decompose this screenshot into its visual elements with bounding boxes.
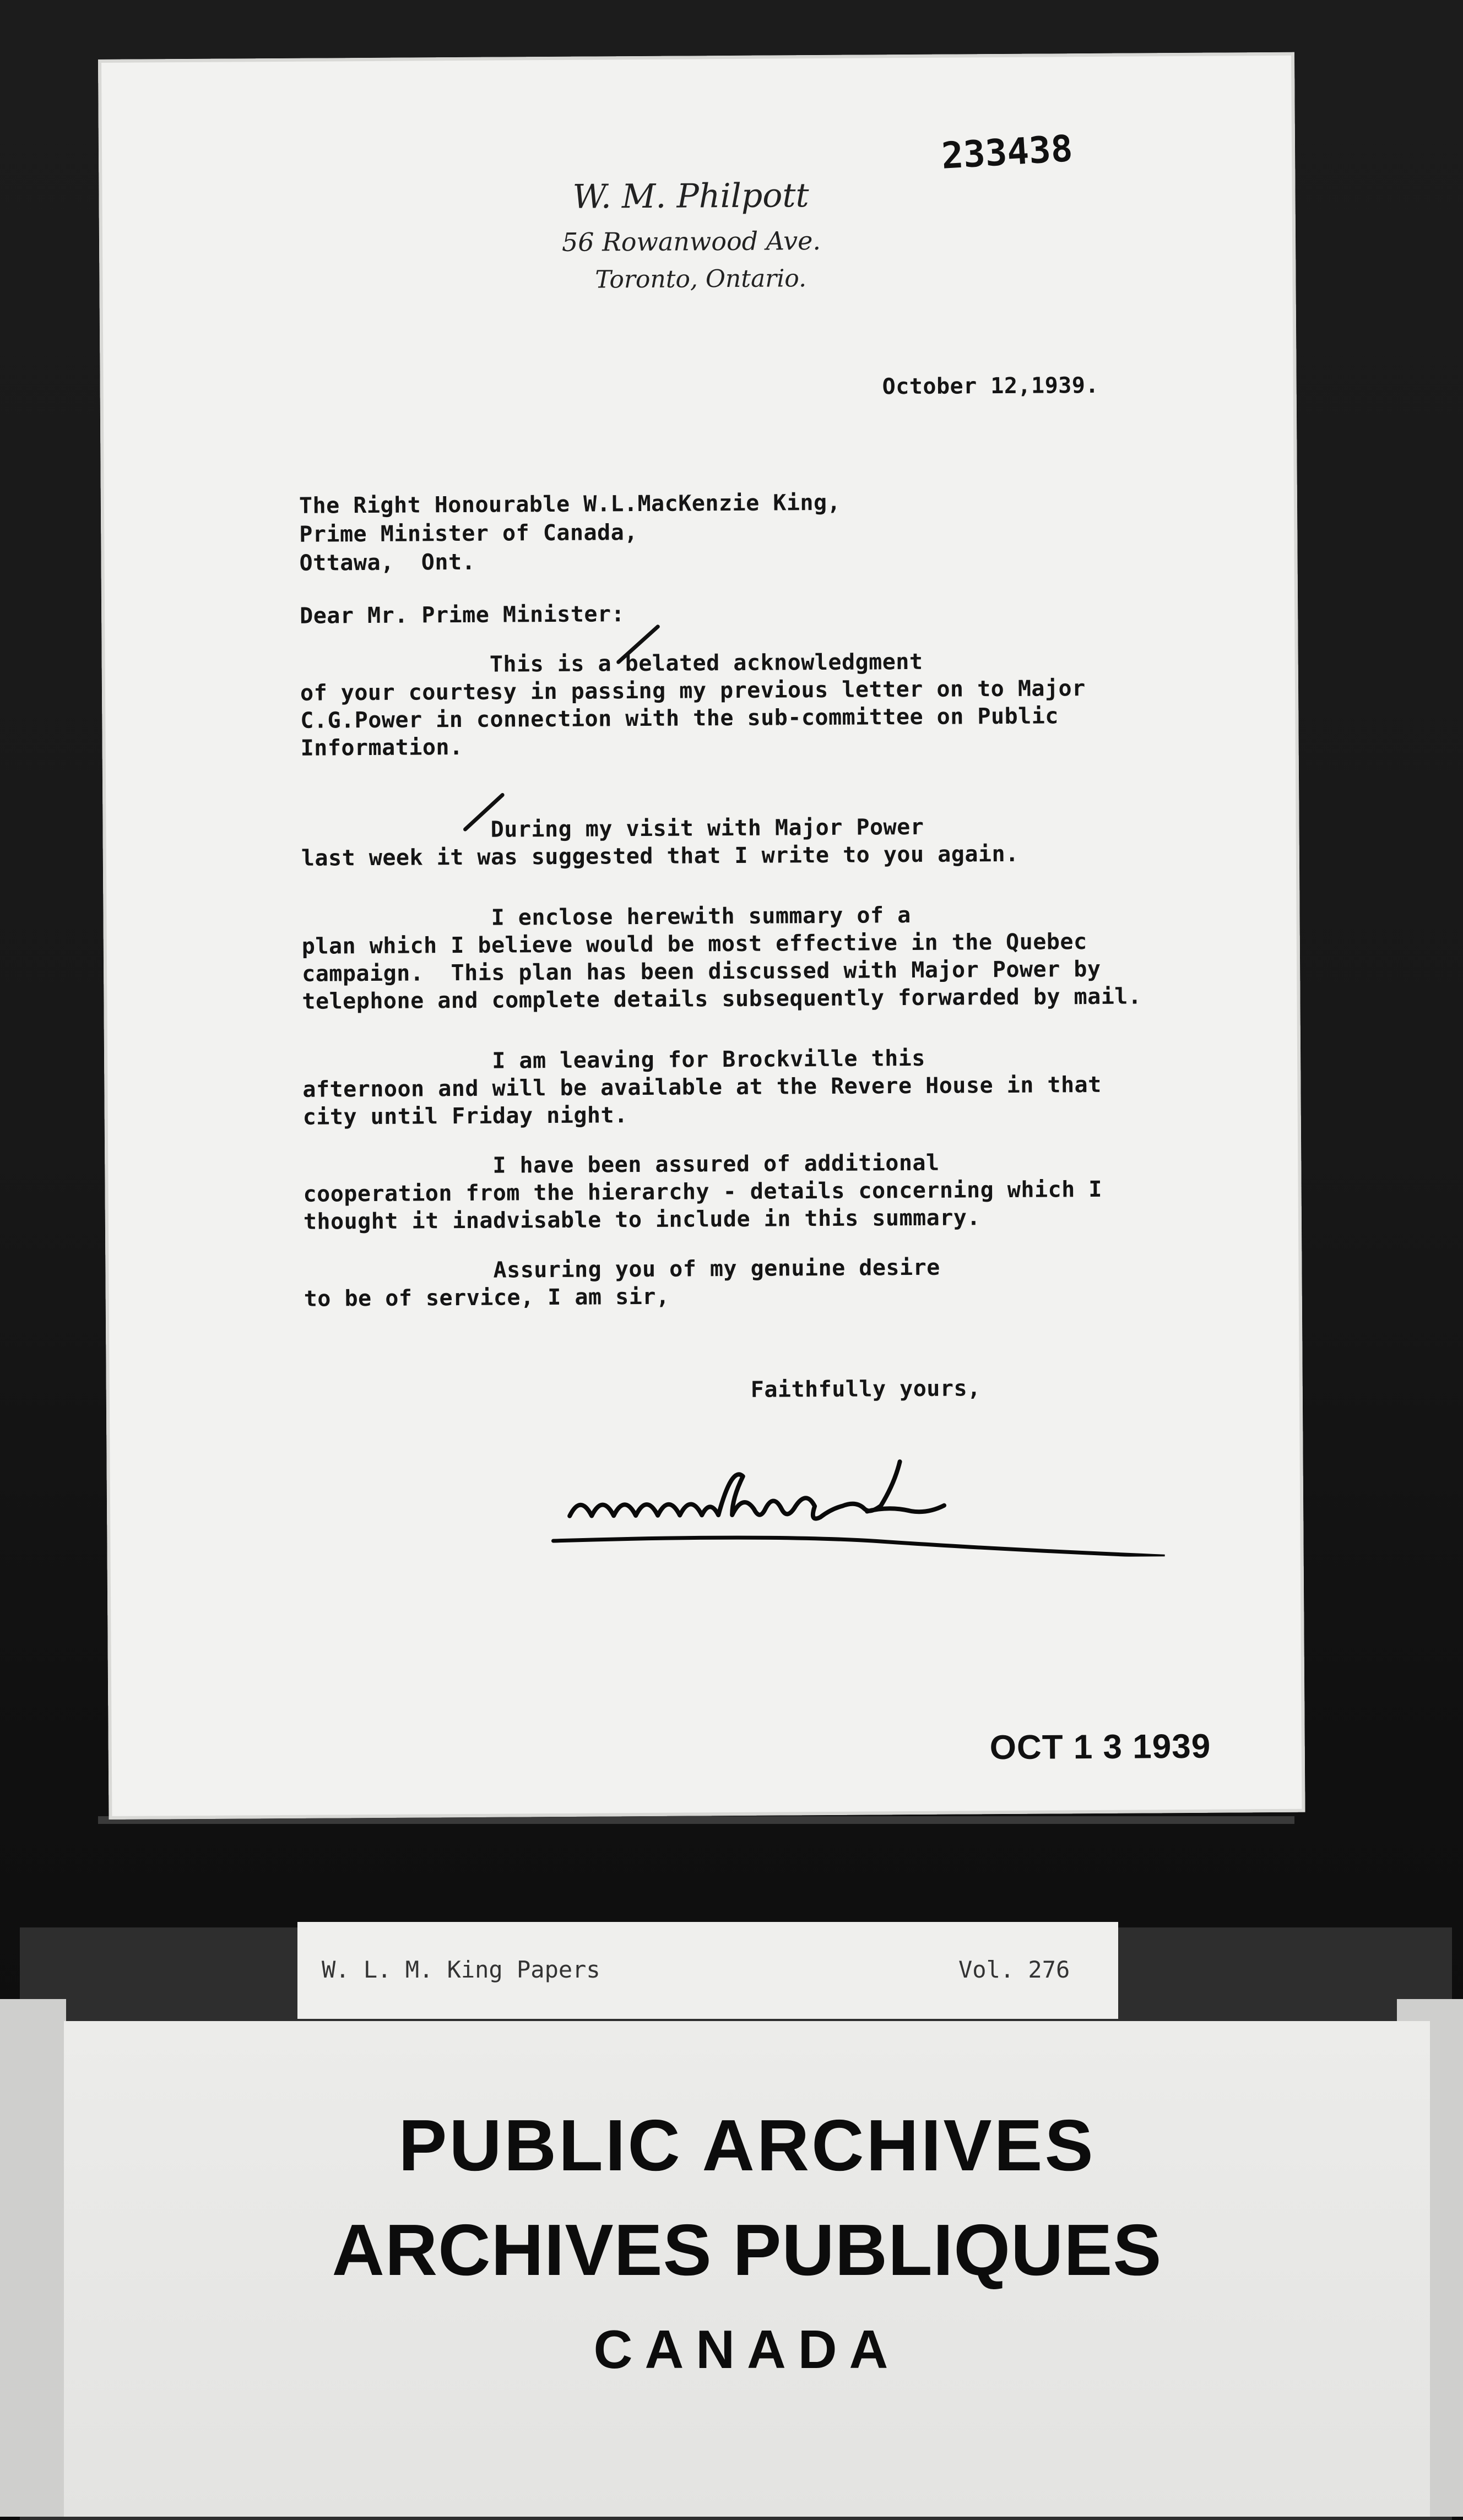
recipient-line: Ottawa, Ont. — [299, 549, 476, 576]
recipient-line: The Right Honourable W.L.MacKenzie King, — [299, 490, 841, 519]
body-line: thought it inadvisable to include in this summary. — [303, 1205, 981, 1235]
paragraph — [302, 1045, 1102, 1132]
body-line: This is a belated acknowledgment — [300, 649, 923, 678]
body-line: C.G.Power in connection with the sub-committee on Public — [300, 703, 1059, 734]
body-line: I am leaving for Brockville this — [302, 1045, 926, 1075]
body-line: plan which I believe would be most effective in the Quebec — [301, 929, 1087, 959]
letterhead-address: 56 Rowanwood Ave. — [561, 225, 821, 257]
body-line: During my visit with Major Power — [301, 814, 924, 844]
body-line: city until Friday night. — [302, 1102, 628, 1130]
body-line: Assuring you of my genuine desire — [304, 1254, 940, 1284]
paragraph — [301, 901, 1141, 1016]
archives-title-en: PUBLIC ARCHIVES — [398, 2105, 1096, 2186]
body-line: I enclose herewith summary of a — [301, 903, 911, 932]
collection-name: W. L. M. King Papers — [322, 1956, 600, 1983]
body-line: telephone and complete details subsequently forwarded by mail. — [302, 984, 1142, 1014]
received-date-stamp: OCT 1 3 1939 — [989, 1727, 1211, 1767]
body-line: campaign. This plan has been discussed with Major Power by — [302, 956, 1101, 987]
recipient-line: Prime Minister of Canada, — [299, 520, 638, 547]
paragraph — [303, 1149, 1102, 1237]
letter-date: October 12,1939. — [882, 372, 1099, 400]
handwritten-signature — [547, 1446, 1164, 1560]
archives-country: CANADA — [593, 2319, 901, 2380]
paragraph — [300, 648, 1086, 763]
recipient-block — [299, 490, 841, 579]
letterhead-city: Toronto, Ontario. — [595, 264, 807, 294]
document-number: 233438 — [940, 127, 1074, 177]
body-line: to be of service, I am sir, — [304, 1284, 670, 1312]
panel-edge-left — [0, 1999, 66, 2517]
body-line: afternoon and will be available at the Revere House in that — [302, 1072, 1102, 1102]
check-mark — [614, 623, 663, 668]
body-line: Information. — [300, 734, 463, 761]
paragraph — [304, 1255, 940, 1314]
body-line: I have been assured of additional — [303, 1150, 940, 1180]
archives-panel — [64, 2021, 1430, 2517]
body-line: cooperation from the hierarchy - details concerning which I — [303, 1176, 1103, 1207]
paragraph — [301, 814, 1018, 873]
salutation: Dear Mr. Prime Minister: — [300, 601, 625, 629]
volume-number: Vol. 276 — [958, 1956, 1070, 1983]
body-line: of your courtesy in passing my previous letter on to Major — [300, 676, 1086, 706]
letterhead-name: W. M. Philpott — [572, 176, 809, 216]
letter-sheet — [98, 52, 1305, 1820]
closing: Faithfully yours, — [750, 1376, 981, 1403]
collection-label — [297, 1922, 1118, 2019]
body-line: last week it was suggested that I write to you again. — [301, 841, 1019, 871]
archives-title-fr: ARCHIVES PUBLIQUES — [332, 2209, 1162, 2290]
